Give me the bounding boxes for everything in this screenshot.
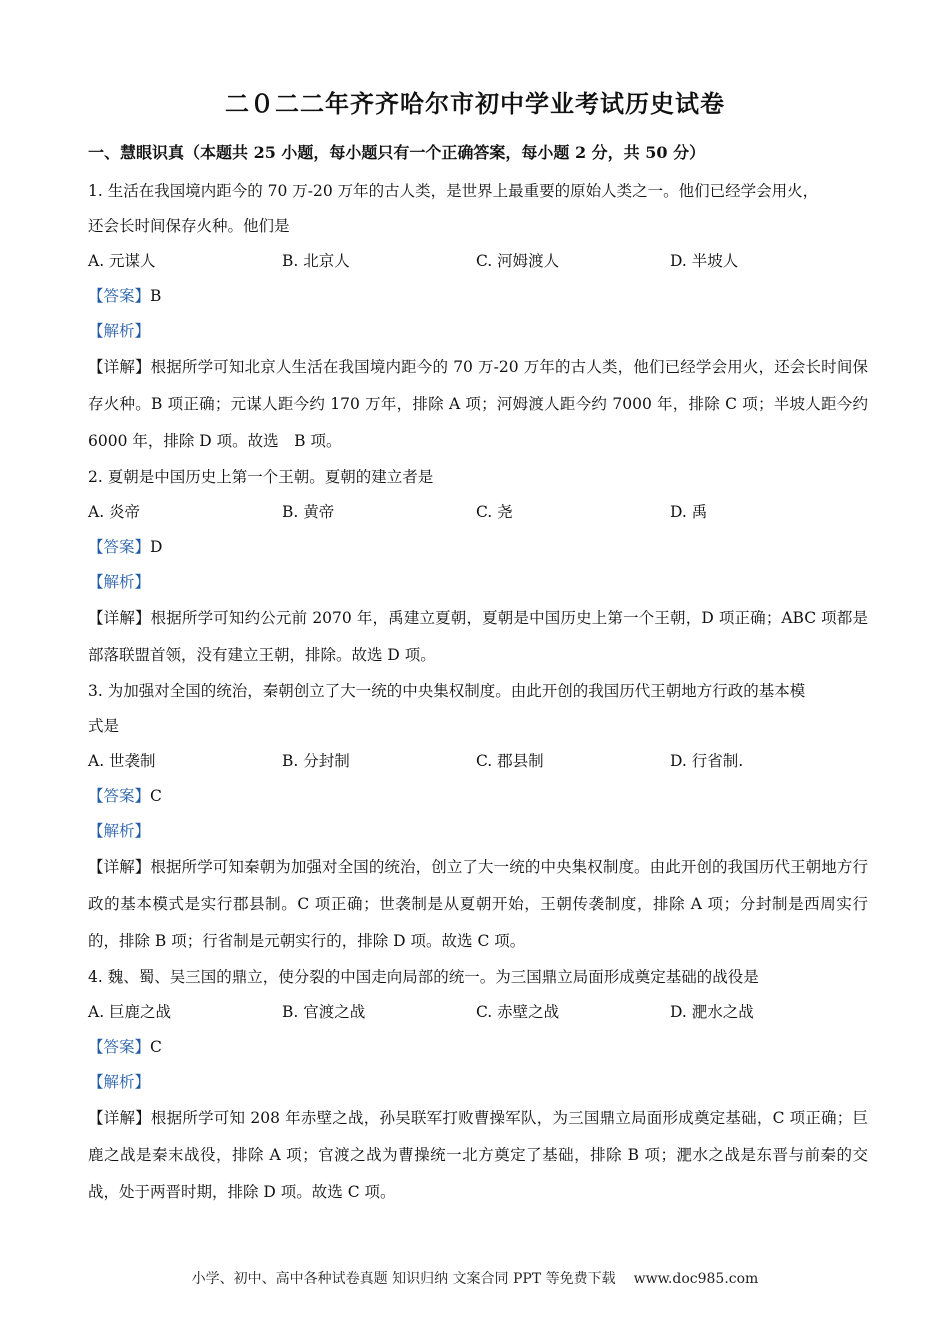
page-title: 二０二二年齐齐哈尔市初中学业考试历史试卷	[225, 89, 725, 118]
question-stem-line: 3. 为加强对全国的统治，秦朝创立了大一统的中央集权制度。由此开创的我国历代王朝地方行政的基本模	[88, 682, 806, 700]
detail-paragraph	[88, 849, 868, 960]
option-b: B. 官渡之战	[282, 1003, 366, 1021]
answer-options	[88, 244, 868, 279]
footer-url[interactable]: www.doc985.com	[633, 1271, 759, 1287]
detail-paragraph	[88, 600, 868, 674]
analysis-label: 【解析】	[88, 822, 151, 840]
page-footer	[0, 1268, 950, 1288]
analysis-label: 【解析】	[88, 322, 151, 340]
answer-line	[88, 279, 868, 314]
option-d: D. 淝水之战	[670, 1003, 754, 1021]
question-3	[88, 674, 868, 960]
answer-line	[88, 1030, 868, 1065]
option-a: A. 元谋人	[88, 252, 156, 270]
answer-value: C	[150, 787, 162, 805]
detail-text: 根据所学可知秦朝为加强对全国的统治，创立了大一统的中央集权制度。由此开创的我国历代王朝地方行政的基本模式是实行郡县制。C 项正确；世袭制是从夏朝开始，王朝传袭制度，排除 A 项；分封制是西周实行的，排除 B 项；行省制是元朝实行的，排除 D 项。故选 C 项。	[88, 858, 868, 950]
option-a: A. 世袭制	[88, 752, 156, 770]
question-stem-line: 1. 生活在我国境内距今的 70 万-20 万年的古人类，是世界上最重要的原始人类之一。他们已经学会用火，	[88, 182, 819, 200]
analysis-label: 【解析】	[88, 573, 151, 591]
question-stem-line: 还会长时间保存火种。他们是	[88, 217, 290, 235]
footer-text: 小学、初中、高中各种试卷真题 知识归纳 文案合同 PPT 等免费下载	[191, 1271, 616, 1287]
option-b: B. 北京人	[282, 252, 350, 270]
section-heading: 一、慧眼识真（本题共 25 小题，每小题只有一个正确答案，每小题 2 分，共 50 分）	[88, 143, 706, 162]
question-4	[88, 960, 868, 1211]
answer-options	[88, 744, 868, 779]
answer-label: 【答案】	[88, 787, 151, 805]
option-a: A. 炎帝	[88, 503, 141, 521]
answer-value: D	[150, 538, 163, 556]
option-c: C. 尧	[476, 503, 513, 521]
detail-text: 根据所学可知北京人生活在我国境内距今的 70 万-20 万年的古人类，他们已经学会用火，还会长时间保存火种。B 项正确；元谋人距今约 170 万年，排除 A 项；河姆渡人距今约 7000 年，排除 C 项；半坡人距今约 6000 年，排除 D 项。故选 B 项。	[88, 358, 868, 450]
detail-paragraph	[88, 1100, 868, 1211]
option-b: B. 黄帝	[282, 503, 335, 521]
detail-label: 【详解】	[88, 1109, 151, 1127]
detail-paragraph	[88, 349, 868, 460]
question-stem-line: 4. 魏、蜀、吴三国的鼎立，使分裂的中国走向局部的统一。为三国鼎立局面形成奠定基础的战役是	[88, 968, 759, 986]
answer-label: 【答案】	[88, 538, 151, 556]
answer-value: C	[150, 1038, 162, 1056]
detail-text: 根据所学可知约公元前 2070 年，禹建立夏朝，夏朝是中国历史上第一个王朝，D 项正确；ABC 项都是部落联盟首领，没有建立王朝，排除。故选 D 项。	[88, 609, 868, 664]
analysis-label: 【解析】	[88, 1073, 151, 1091]
option-b: B. 分封制	[282, 752, 350, 770]
option-d: D. 禹	[670, 503, 708, 521]
question-1	[88, 174, 868, 460]
answer-label: 【答案】	[88, 1038, 151, 1056]
question-stem-line: 2. 夏朝是中国历史上第一个王朝。夏朝的建立者是	[88, 468, 434, 486]
answer-line	[88, 779, 868, 814]
detail-label: 【详解】	[88, 358, 151, 376]
option-d: D. 半坡人	[670, 252, 739, 270]
detail-label: 【详解】	[88, 858, 151, 876]
option-c: C. 赤壁之战	[476, 1003, 560, 1021]
answer-label: 【答案】	[88, 287, 151, 305]
option-a: A. 巨鹿之战	[88, 1003, 172, 1021]
answer-line	[88, 530, 868, 565]
detail-text: 根据所学可知 208 年赤壁之战，孙吴联军打败曹操军队，为三国鼎立局面形成奠定基础，C 项正确；巨鹿之战是秦末战役，排除 A 项；官渡之战为曹操统一北方奠定了基础，排除 B 项；淝水之战是东晋与前秦的交战，处于两晋时期，排除 D 项。故选 C 项。	[88, 1109, 868, 1201]
question-stem-line: 式是	[88, 717, 120, 735]
option-c: C. 河姆渡人	[476, 252, 560, 270]
answer-options	[88, 495, 868, 530]
detail-label: 【详解】	[88, 609, 151, 627]
answer-options	[88, 995, 868, 1030]
option-c: C. 郡县制	[476, 752, 544, 770]
option-d: D. 行省制.	[670, 752, 744, 770]
answer-value: B	[150, 287, 162, 305]
exam-content	[88, 138, 868, 1211]
question-2	[88, 460, 868, 674]
